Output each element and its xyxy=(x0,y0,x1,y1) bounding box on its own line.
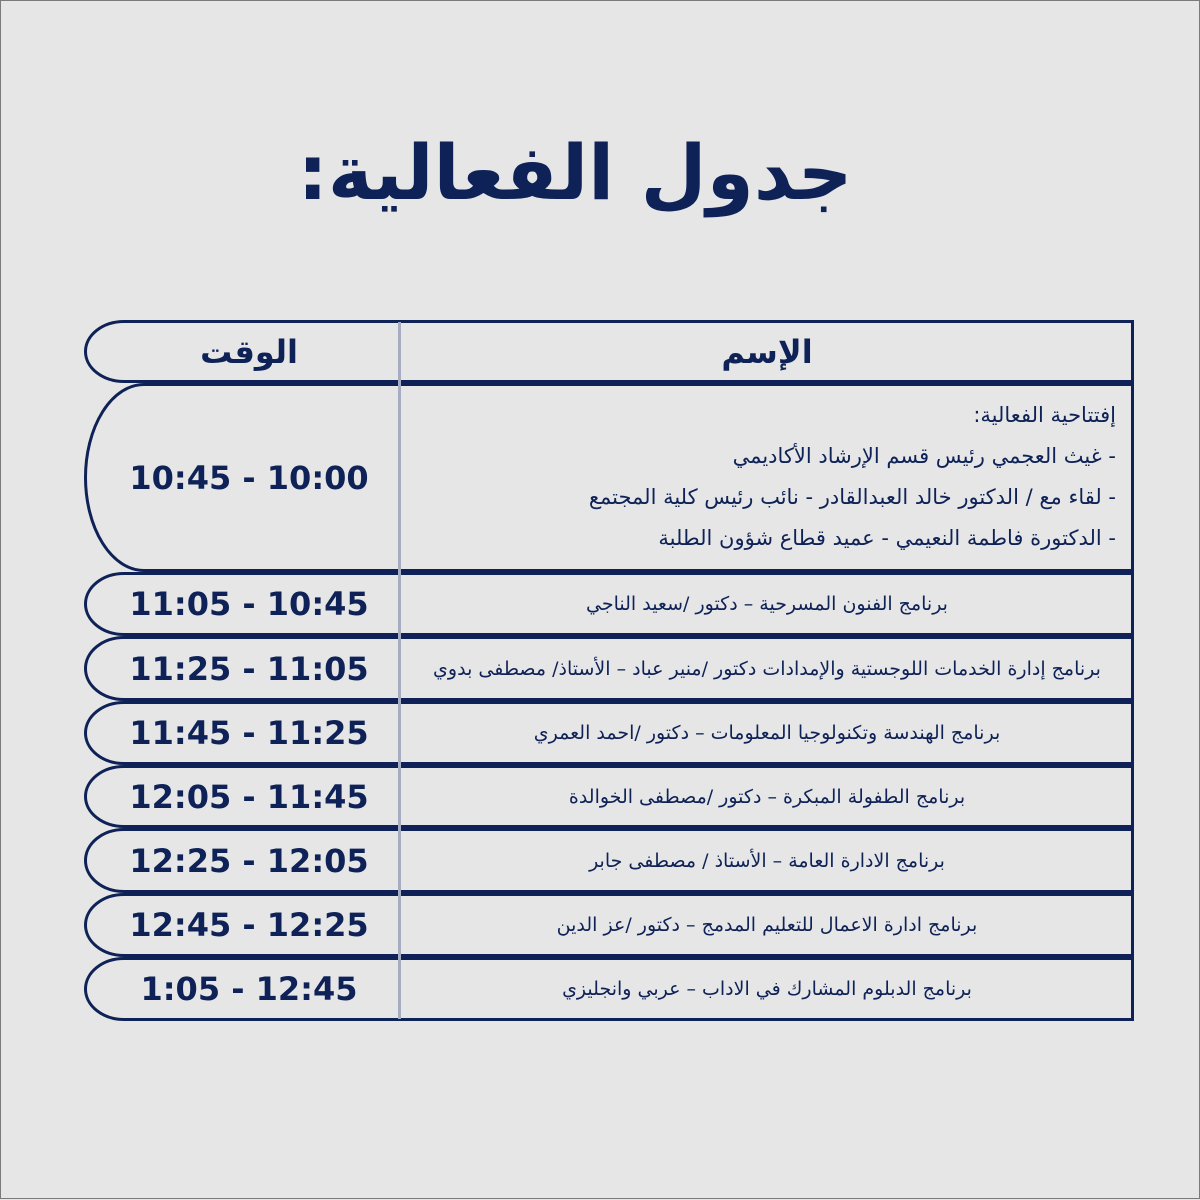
opening-time: 10:45 - 10:00 xyxy=(129,458,369,497)
row-name: برنامج الفنون المسرحية – دكتور /سعيد الناجي xyxy=(586,593,948,615)
table-row xyxy=(84,636,1134,701)
table-row xyxy=(84,957,1134,1021)
header-time-label: الوقت xyxy=(200,332,298,371)
opening-line: - غيث العجمي رئيس قسم الإرشاد الأكاديمي xyxy=(732,444,1116,468)
row-time: 12:45 - 12:25 xyxy=(129,906,369,944)
row-time: 11:45 - 11:25 xyxy=(129,714,369,752)
row-time: 11:25 - 11:05 xyxy=(129,649,369,688)
row-time: 11:05 - 10:45 xyxy=(129,585,369,623)
table-header-row xyxy=(84,320,1134,383)
table-row xyxy=(84,765,1134,828)
column-divider xyxy=(398,322,401,1019)
header-name-label: الإسم xyxy=(721,332,813,371)
page-title: جدول الفعالية: xyxy=(297,128,853,217)
row-time: 12:05 - 11:45 xyxy=(129,777,369,816)
opening-line: - لقاء مع / الدكتور خالد العبدالقادر - نائب رئيس كلية المجتمع xyxy=(588,485,1116,509)
table-row xyxy=(84,572,1134,636)
table-row xyxy=(84,893,1134,957)
table-row xyxy=(84,701,1134,765)
table-row-opening xyxy=(84,383,1134,572)
opening-details xyxy=(402,383,1132,572)
row-time: 12:25 - 12:05 xyxy=(129,841,369,880)
header-name-cell xyxy=(402,320,1132,383)
row-name: برنامج الطفولة المبكرة – دكتور /مصطفى الخوالدة xyxy=(568,785,966,808)
opening-heading: إفتتاحية الفعالية: xyxy=(973,403,1116,427)
row-name: برنامج الادارة العامة – الأستاذ / مصطفى جابر xyxy=(589,849,945,872)
row-name: برنامج ادارة الاعمال للتعليم المدمج – دكتور /عز الدين xyxy=(556,914,978,936)
table-row xyxy=(84,828,1134,893)
row-name: برنامج الهندسة وتكنولوجيا المعلومات – دكتور /احمد العمري xyxy=(533,722,1001,744)
row-time: 1:05 - 12:45 xyxy=(140,970,358,1008)
header-time-cell xyxy=(94,320,404,383)
opening-line: - الدكتورة فاطمة النعيمي - عميد قطاع شؤون الطلبة xyxy=(658,526,1116,550)
row-name: برنامج الدبلوم المشارك في الاداب – عربي وانجليزي xyxy=(562,978,972,1000)
row-name: برنامج إدارة الخدمات اللوجستية والإمدادات دكتور /منير عباد – الأستاذ/ مصطفى بدوي xyxy=(433,657,1101,680)
